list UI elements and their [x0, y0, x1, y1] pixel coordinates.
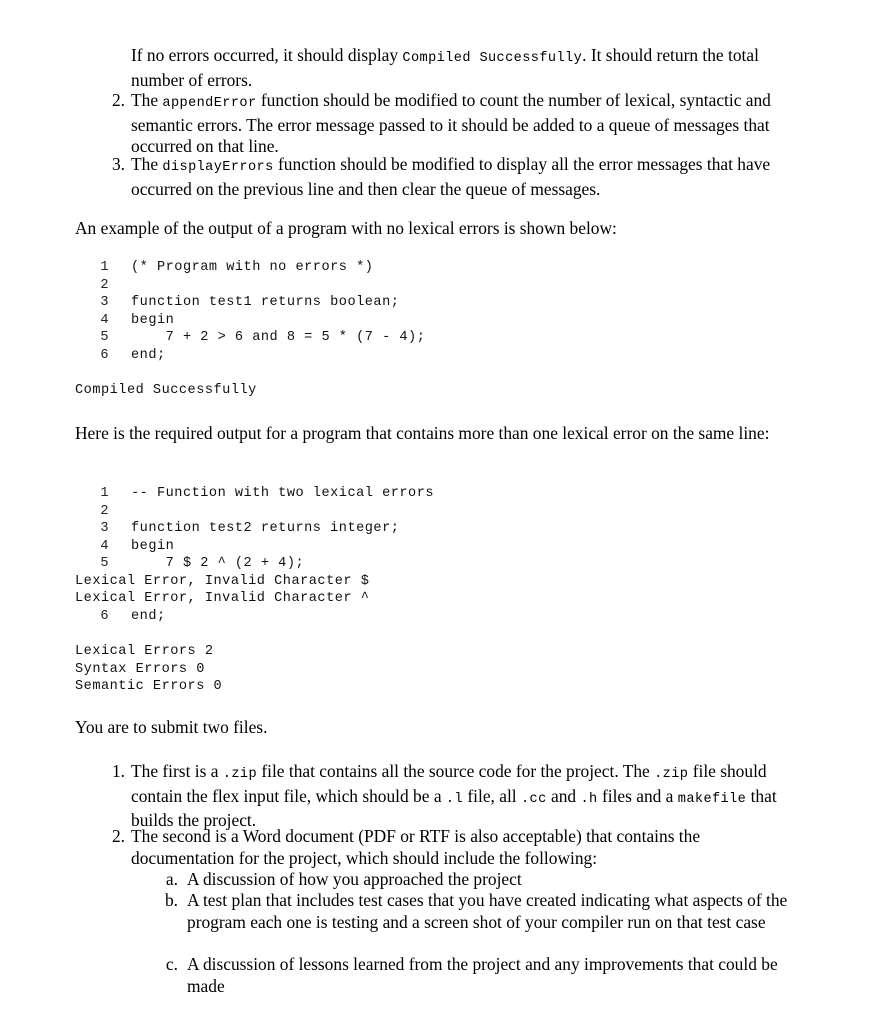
output-line: Compiled Successfully: [75, 383, 257, 398]
example2-intro: Here is the required output for a program that contains more than one lexical error on the same line:: [75, 423, 770, 443]
code-line: 1 (* Program with no errors *): [100, 260, 374, 275]
list-number: 3.: [111, 154, 125, 174]
error-line: Lexical Error, Invalid Character $: [75, 573, 370, 589]
completion-message-paragraph: If no errors occurred, it should display Compiled Successfully. It should return the total number of errors.: [131, 45, 759, 90]
example2-error-summary: [75, 643, 222, 696]
example1-output: [75, 382, 257, 400]
code-line: 5 7 $ 2 ^ (2 + 4);: [100, 556, 305, 571]
code-line: 5 7 + 2 > 6 and 8 = 5 * (7 - 4);: [100, 330, 426, 345]
sub-item-test-plan: A test plan that includes test cases that you have created indicating what aspects of the program each one is testing and a screen shot of your compiler run on that test case: [187, 890, 788, 932]
submit-item-document: The second is a Word document (PDF or RTF is also acceptable) that contains the documentation for the project, which should include the following:: [131, 826, 701, 868]
inline-code: makefile: [677, 791, 747, 807]
sub-item-lessons: A discussion of lessons learned from the project and any improvements that could be made: [187, 954, 778, 996]
summary-line: Syntax Errors 0: [75, 661, 205, 677]
code-line: 6 end;: [100, 347, 166, 363]
code-line: 4 begin: [100, 312, 175, 328]
code-line: 3 function test1 returns boolean;: [100, 295, 400, 310]
code-line: 2: [100, 503, 109, 519]
list-item-append-error: The appendError function should be modified to count the number of lexical, syntactic and semantic errors. The error message passed to it should be added to a queue of messages that occurred on that line.: [131, 90, 771, 156]
submit-item-zip: The first is a .zip file that contains all the source code for the project. The .zip file should contain the flex input file, which should be a .l file, all .cc and .h files and a makefile that builds the project.: [131, 761, 777, 830]
inline-code: .h: [580, 791, 598, 807]
code-line: 1 -- Function with two lexical errors: [100, 486, 435, 501]
inline-code: Compiled Successfully: [402, 51, 583, 66]
inline-code: .zip: [654, 767, 689, 782]
code-line: 6 end;: [100, 608, 166, 624]
example2-code-listing: [75, 485, 435, 625]
code-line: 4 begin: [100, 538, 175, 554]
sub-item-approach: A discussion of how you approached the project: [187, 869, 522, 889]
example1-intro: An example of the output of a program with no lexical errors is shown below:: [75, 218, 617, 238]
list-number: 1.: [111, 761, 125, 781]
inline-code: .l: [445, 791, 464, 807]
inline-code: .cc: [520, 791, 547, 807]
list-number: 2.: [111, 90, 125, 110]
sub-list-letter: a.: [165, 869, 178, 889]
code-line: 2: [100, 277, 109, 293]
code-line: 3 function test2 returns integer;: [100, 521, 400, 536]
sub-list-letter: c.: [165, 954, 178, 974]
inline-code: .zip: [222, 767, 257, 782]
list-item-display-errors: The displayErrors function should be modified to display all the error messages that have occurred on the previous line and then clear the queue of messages.: [131, 154, 771, 199]
example1-code-listing: [75, 259, 426, 364]
submit-intro: You are to submit two files.: [75, 717, 268, 737]
inline-code: appendError: [162, 96, 257, 111]
summary-line: Semantic Errors 0: [75, 679, 223, 694]
sub-list-letter: b.: [164, 890, 178, 910]
list-number: 2.: [111, 826, 125, 846]
error-line: Lexical Error, Invalid Character ^: [75, 591, 370, 606]
summary-line: Lexical Errors 2: [75, 644, 214, 659]
inline-code: displayErrors: [162, 160, 274, 175]
